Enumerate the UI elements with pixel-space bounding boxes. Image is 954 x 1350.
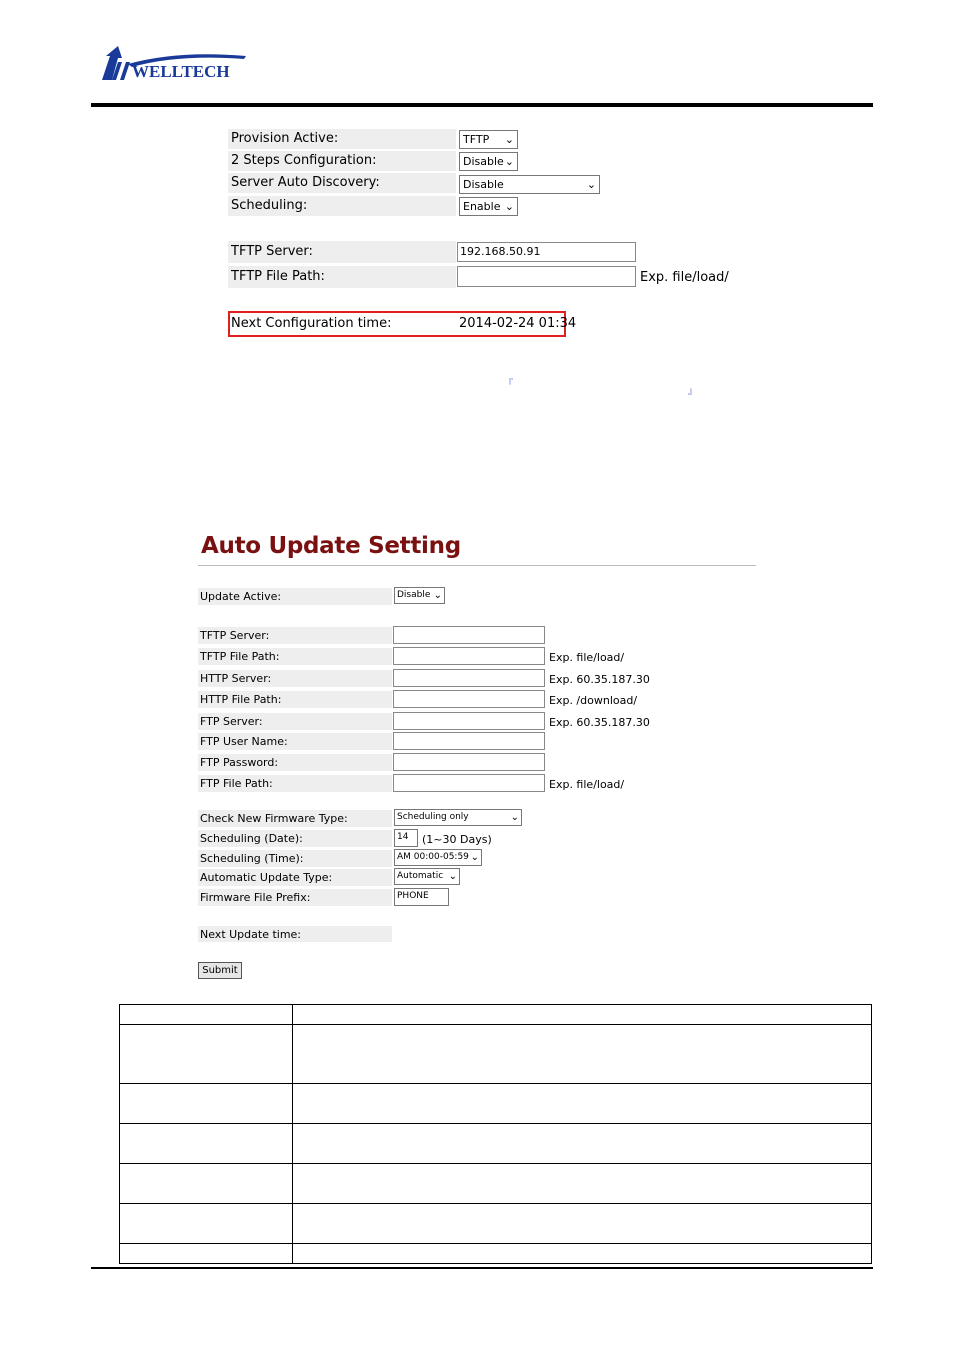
sched-time-label: Scheduling (Time): bbox=[198, 850, 392, 867]
field-hint: Exp. file/load/ bbox=[549, 778, 625, 791]
tftp-path-label: TFTP File Path: bbox=[228, 266, 456, 288]
table-cell bbox=[293, 1084, 872, 1124]
bracket-open: 『 bbox=[504, 379, 514, 389]
chevron-down-icon: ⌄ bbox=[586, 178, 596, 191]
update-active-label: Update Active: bbox=[198, 588, 392, 605]
next-config-label: Next Configuration time: bbox=[231, 316, 392, 331]
sched-date-label: Scheduling (Date): bbox=[198, 830, 392, 847]
auto-discovery-label: Server Auto Discovery: bbox=[228, 173, 456, 193]
field-label: FTP File Path: bbox=[198, 775, 392, 792]
chevron-down-icon: ⌄ bbox=[433, 590, 442, 601]
svg-text:WELLTECH: WELLTECH bbox=[132, 62, 230, 81]
field-label: HTTP File Path: bbox=[198, 691, 392, 708]
ftp-user-field[interactable] bbox=[393, 732, 545, 750]
two-steps-label: 2 Steps Configuration: bbox=[228, 151, 456, 171]
table-cell bbox=[120, 1025, 293, 1084]
sched-time-select[interactable]: AM 00:00-05:59 ⌄ bbox=[394, 849, 482, 866]
next-update-label: Next Update time: bbox=[198, 926, 392, 942]
table-cell bbox=[293, 1005, 872, 1025]
tftp-path-field[interactable] bbox=[393, 647, 545, 665]
ftp-path-field[interactable] bbox=[393, 774, 545, 792]
ftp-password-field[interactable] bbox=[393, 753, 545, 771]
field-label: HTTP Server: bbox=[198, 670, 392, 687]
table-cell bbox=[120, 1084, 293, 1124]
update-type-label: Automatic Update Type: bbox=[198, 869, 392, 886]
auto-discovery-select[interactable]: Disable ⌄ bbox=[459, 175, 600, 194]
bracket-close: 』 bbox=[688, 387, 698, 397]
check-type-select[interactable]: Scheduling only ⌄ bbox=[394, 809, 522, 826]
update-type-select[interactable]: Automatic ⌄ bbox=[394, 868, 460, 885]
table-cell bbox=[293, 1244, 872, 1264]
submit-button[interactable]: Submit bbox=[198, 962, 242, 979]
table-cell bbox=[293, 1204, 872, 1244]
scheduling-select[interactable]: Enable ⌄ bbox=[459, 197, 518, 216]
table-cell bbox=[120, 1244, 293, 1264]
table-cell bbox=[120, 1204, 293, 1244]
scheduling-label: Scheduling: bbox=[228, 196, 456, 216]
prefix-label: Firmware File Prefix: bbox=[198, 889, 392, 906]
title-divider bbox=[198, 565, 756, 566]
field-hint: Exp. 60.35.187.30 bbox=[549, 716, 650, 729]
description-table bbox=[119, 1004, 872, 1264]
field-hint: Exp. /download/ bbox=[549, 694, 638, 707]
http-server-field[interactable] bbox=[393, 669, 545, 687]
welltech-logo bbox=[98, 46, 248, 82]
header-rule bbox=[91, 103, 873, 107]
chevron-down-icon: ⌄ bbox=[504, 155, 514, 168]
chevron-down-icon: ⌄ bbox=[470, 852, 479, 863]
next-config-value: 2014-02-24 01:34 bbox=[459, 316, 577, 331]
chevron-down-icon: ⌄ bbox=[504, 200, 514, 213]
check-type-label: Check New Firmware Type: bbox=[198, 810, 392, 827]
table-cell bbox=[120, 1124, 293, 1164]
field-label: FTP Password: bbox=[198, 754, 392, 771]
update-active-select[interactable]: Disable ⌄ bbox=[394, 587, 445, 604]
footer-rule bbox=[91, 1267, 873, 1269]
field-label: FTP Server: bbox=[198, 713, 392, 730]
auto-update-title: Auto Update Setting bbox=[201, 533, 461, 559]
field-label: TFTP Server: bbox=[198, 627, 392, 644]
provision-active-label: Provision Active: bbox=[228, 129, 456, 149]
field-label: TFTP File Path: bbox=[198, 648, 392, 665]
tftp-server-field[interactable] bbox=[393, 626, 545, 644]
table-cell bbox=[120, 1005, 293, 1025]
table-cell bbox=[293, 1164, 872, 1204]
table-cell bbox=[293, 1124, 872, 1164]
tftp-server-label: TFTP Server: bbox=[228, 241, 456, 263]
chevron-down-icon: ⌄ bbox=[448, 871, 457, 882]
sched-date-hint: (1~30 Days) bbox=[422, 833, 492, 846]
tftp-path-input[interactable] bbox=[457, 266, 636, 287]
table-cell bbox=[120, 1164, 293, 1204]
ftp-server-field[interactable] bbox=[393, 712, 545, 730]
field-hint: Exp. file/load/ bbox=[549, 651, 625, 664]
chevron-down-icon: ⌄ bbox=[510, 812, 519, 823]
prefix-input[interactable]: PHONE bbox=[394, 888, 449, 906]
http-path-field[interactable] bbox=[393, 690, 545, 708]
table-cell bbox=[293, 1025, 872, 1084]
field-hint: Exp. 60.35.187.30 bbox=[549, 673, 650, 686]
sched-date-input[interactable]: 14 bbox=[394, 829, 418, 847]
field-label: FTP User Name: bbox=[198, 733, 392, 750]
provision-active-select[interactable]: TFTP ⌄ bbox=[459, 130, 518, 149]
tftp-server-input[interactable]: 192.168.50.91 bbox=[457, 242, 636, 262]
tftp-path-hint: Exp. file/load/ bbox=[640, 270, 729, 285]
chevron-down-icon: ⌄ bbox=[504, 133, 514, 146]
two-steps-select[interactable]: Disable ⌄ bbox=[459, 152, 518, 171]
